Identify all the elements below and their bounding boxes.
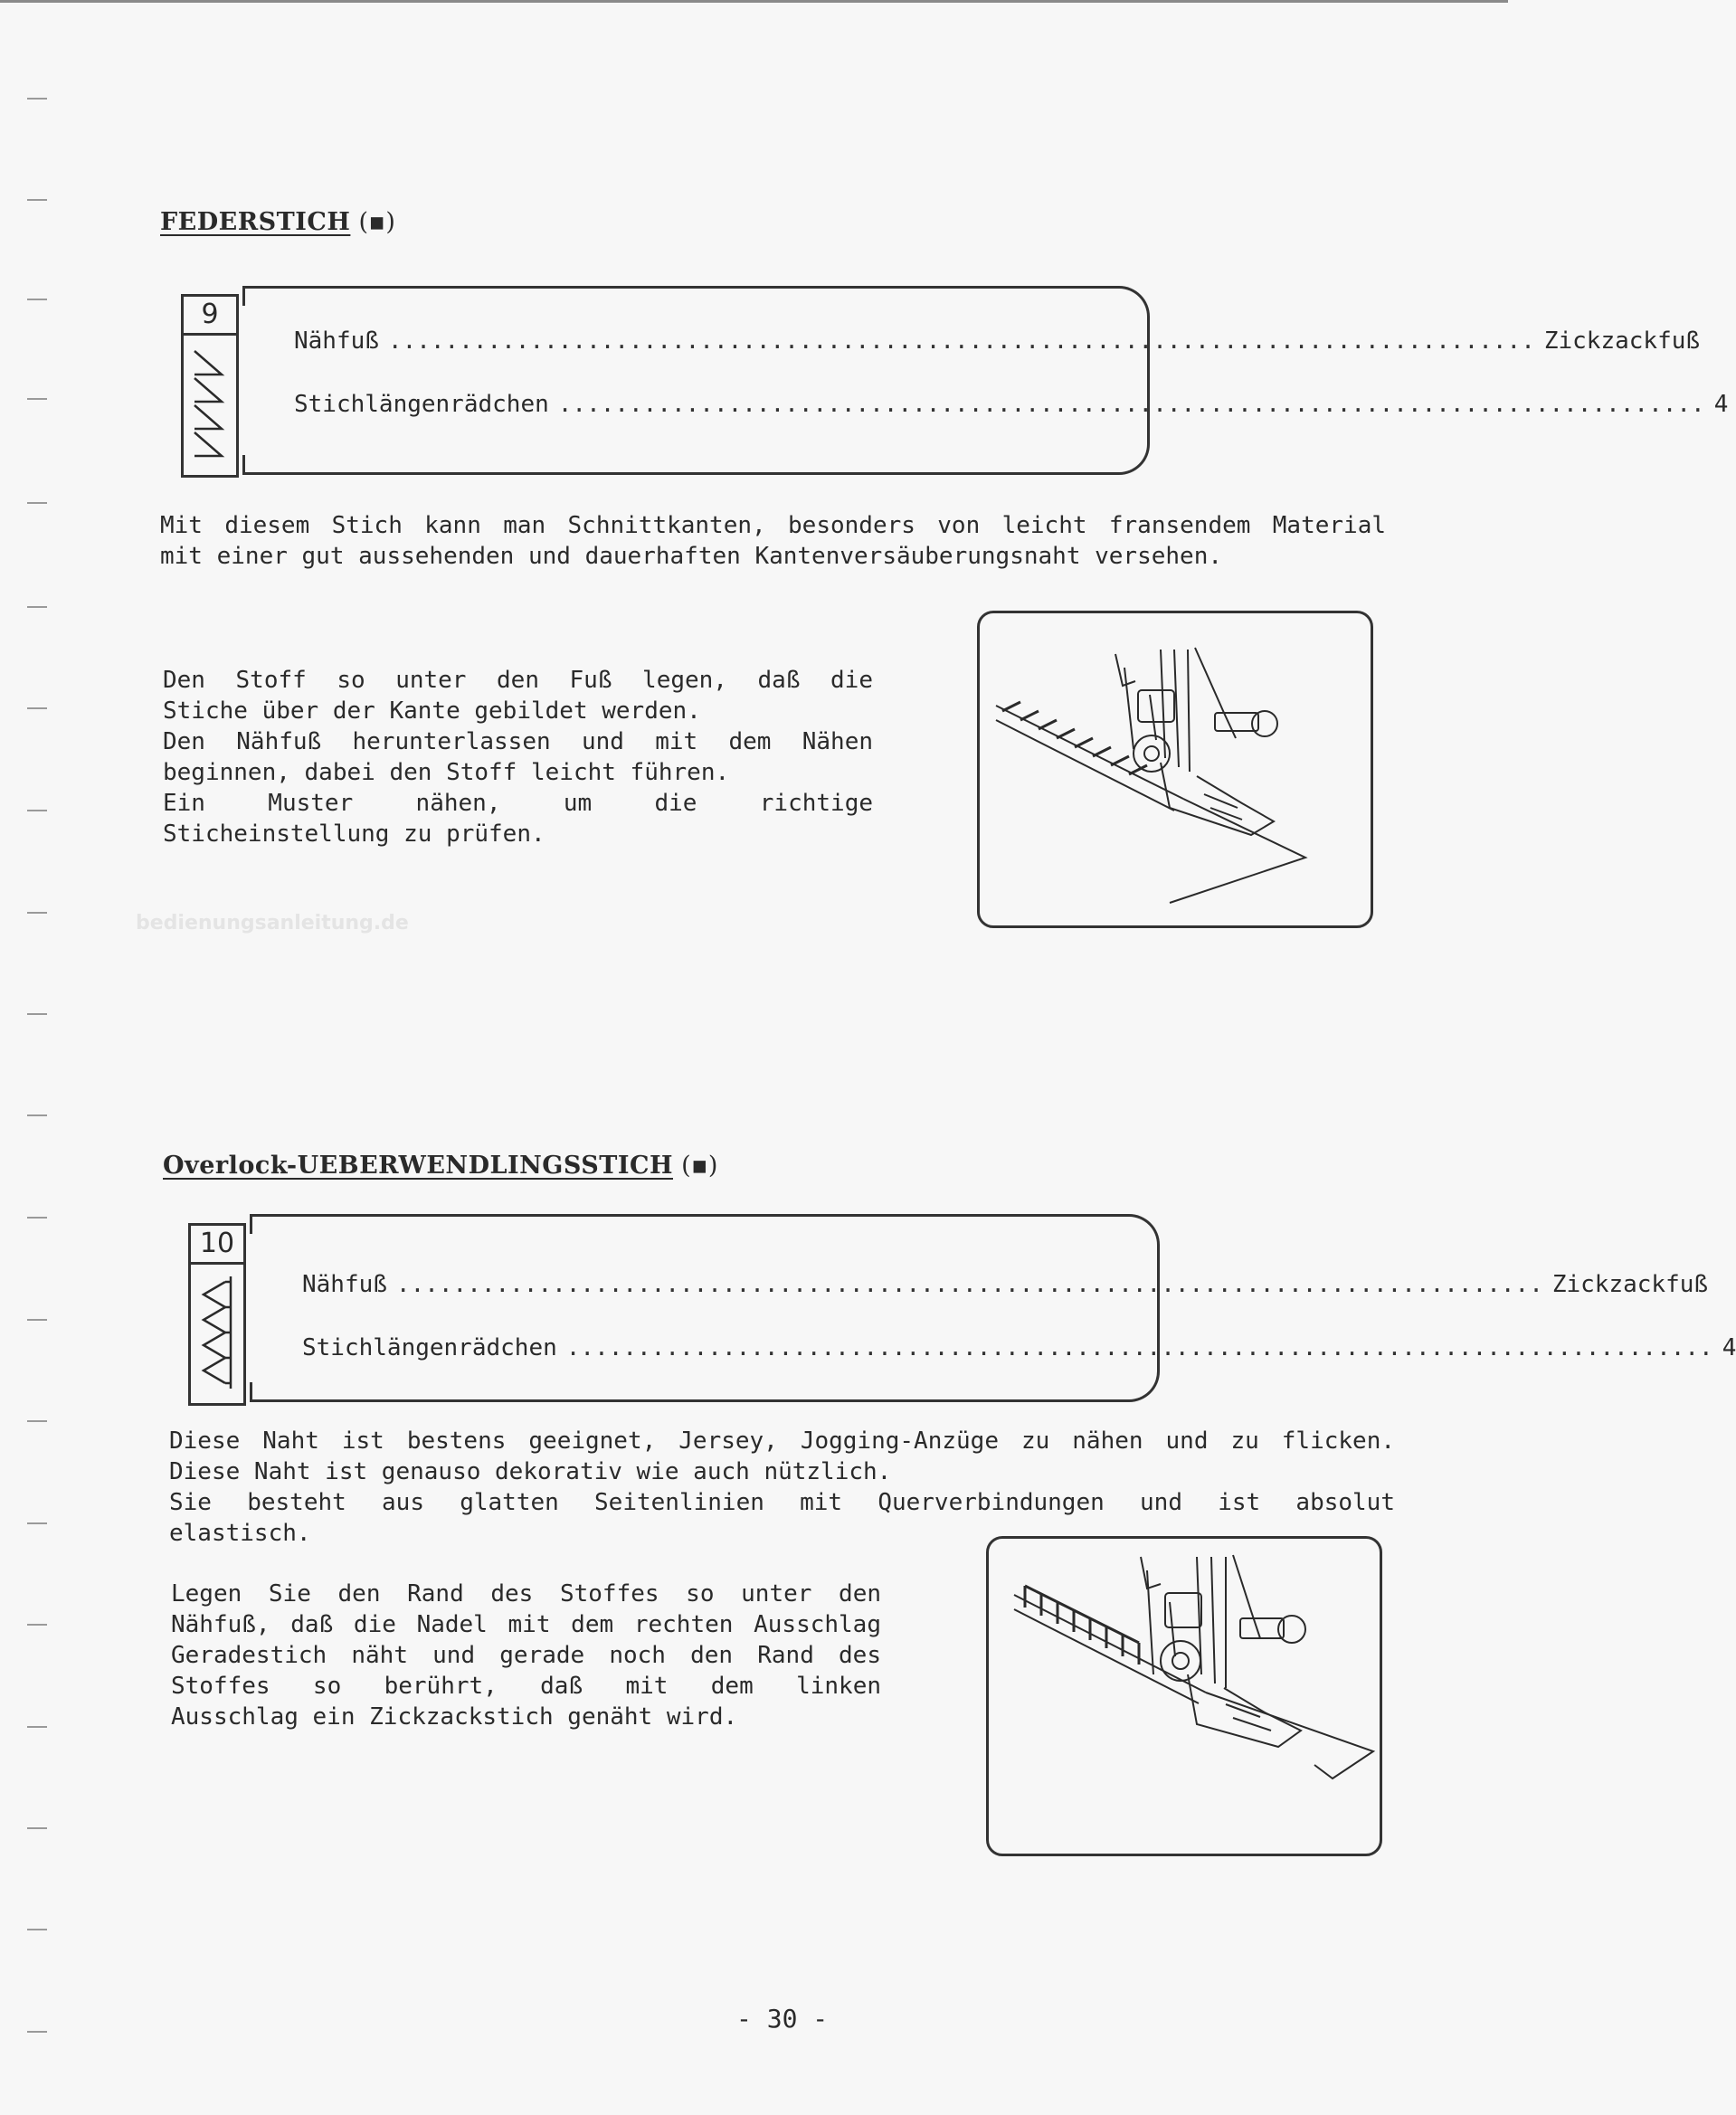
- text-line: Sie besteht aus glatten Seitenlinien mit Querverbindungen und ist absolut: [169, 1489, 1395, 1516]
- text-line: Legen Sie den Rand des Stoffes so unter den: [171, 1580, 881, 1608]
- settings-box: [250, 1214, 1160, 1402]
- setting-value: Zickzackfuß: [1551, 1271, 1709, 1298]
- margin-mark: [27, 1726, 47, 1728]
- pattern-box: [188, 1223, 246, 1406]
- margin-mark: [27, 1929, 47, 1930]
- margin-mark: [27, 1522, 47, 1524]
- intro-paragraph: [169, 1426, 1395, 1549]
- settings-box: [242, 286, 1150, 475]
- margin-mark: [27, 707, 47, 709]
- dot-leader: .................................................................................: [565, 1334, 1713, 1361]
- setting-value: 4: [1713, 391, 1729, 418]
- margin-mark: [27, 1624, 47, 1626]
- margin-mark: [27, 2031, 47, 2033]
- presser-foot-illustration: [980, 613, 1371, 925]
- text-line: mit einer gut aussehenden und dauerhaften Kantenversäuberungsnaht versehen.: [160, 543, 1222, 570]
- setting-row-foot: [302, 1271, 1709, 1298]
- pattern-number: 10: [191, 1226, 243, 1265]
- margin-mark: [27, 606, 47, 608]
- pattern-box: [181, 294, 239, 478]
- margin-mark: [27, 1827, 47, 1829]
- margin-mark: [27, 1217, 47, 1219]
- setting-label: Stichlängenrädchen: [294, 391, 549, 418]
- top-edge-line: [0, 0, 1508, 3]
- pattern-number: 9: [184, 297, 236, 336]
- text-line: Stiche über der Kante gebildet werden.: [163, 697, 701, 725]
- intro-paragraph: [160, 510, 1386, 572]
- sewing-illustration-overlock: [986, 1536, 1382, 1856]
- setting-value: 4: [1722, 1334, 1736, 1361]
- watermark: bedienungsanleitung.de: [136, 912, 409, 934]
- setting-label: Nähfuß: [294, 327, 379, 355]
- margin-mark: [27, 1319, 47, 1321]
- section-mark: (▪): [681, 1152, 718, 1180]
- instruction-paragraph: [171, 1579, 881, 1732]
- sewing-illustration-feather: [977, 611, 1373, 928]
- text-line: Diese Naht ist bestens geeignet, Jersey, Jogging-Anzüge zu nähen und zu flicken.: [169, 1427, 1395, 1455]
- feather-stitch-icon: [187, 340, 232, 467]
- margin-mark: [27, 810, 47, 811]
- text-line: elastisch.: [169, 1520, 311, 1547]
- setting-row-stitch-length: [302, 1334, 1736, 1361]
- text-line: Geradestich näht und gerade noch den Rand des: [171, 1642, 881, 1669]
- dot-leader: .................................................................................: [395, 1271, 1543, 1298]
- text-line: Sticheinstellung zu prüfen.: [163, 820, 545, 848]
- instruction-paragraph: [163, 665, 873, 849]
- setting-row-foot: [294, 327, 1701, 355]
- setting-label: Nähfuß: [302, 1271, 387, 1298]
- margin-mark: [27, 502, 47, 504]
- margin-mark: [27, 1114, 47, 1116]
- section-mark: (▪): [358, 208, 396, 236]
- setting-row-stitch-length: [294, 391, 1729, 418]
- section-title: FEDERSTICH: [160, 208, 351, 236]
- margin-mark: [27, 912, 47, 914]
- page-number: - 30 -: [736, 2004, 829, 2034]
- text-line: Stoffes so berührt, daß mit dem linken: [171, 1673, 881, 1700]
- margin-mark: [27, 398, 47, 400]
- text-line: Den Stoff so unter den Fuß legen, daß die: [163, 667, 873, 694]
- dot-leader: .................................................................................: [557, 391, 1705, 418]
- text-line: Nähfuß, daß die Nadel mit dem rechten Ausschlag: [171, 1611, 881, 1638]
- text-line: Mit diesem Stich kann man Schnittkanten, besonders von leicht fransendem Material: [160, 512, 1386, 539]
- margin-mark: [27, 98, 47, 100]
- setting-value: Zickzackfuß: [1543, 327, 1701, 355]
- text-line: Den Nähfuß herunterlassen und mit dem Nähen: [163, 728, 873, 755]
- setting-label: Stichlängenrädchen: [302, 1334, 557, 1361]
- text-line: Diese Naht ist genauso dekorativ wie auch nützlich.: [169, 1458, 892, 1485]
- margin-mark: [27, 299, 47, 300]
- section-heading: [160, 208, 395, 236]
- text-line: beginnen, dabei den Stoff leicht führen.: [163, 759, 730, 786]
- text-line: Ausschlag ein Zickzackstich genäht wird.: [171, 1703, 738, 1731]
- section-title: Overlock-UEBERWENDLINGSSTICH: [163, 1152, 673, 1180]
- overlock-stitch-icon: [194, 1269, 240, 1396]
- text-line: Ein Muster nähen, um die richtige: [163, 790, 873, 817]
- section-heading: [163, 1152, 718, 1180]
- margin-mark: [27, 1420, 47, 1422]
- presser-foot-illustration: [989, 1539, 1380, 1854]
- margin-mark: [27, 1013, 47, 1015]
- margin-mark: [27, 199, 47, 201]
- dot-leader: .................................................................................: [387, 327, 1535, 355]
